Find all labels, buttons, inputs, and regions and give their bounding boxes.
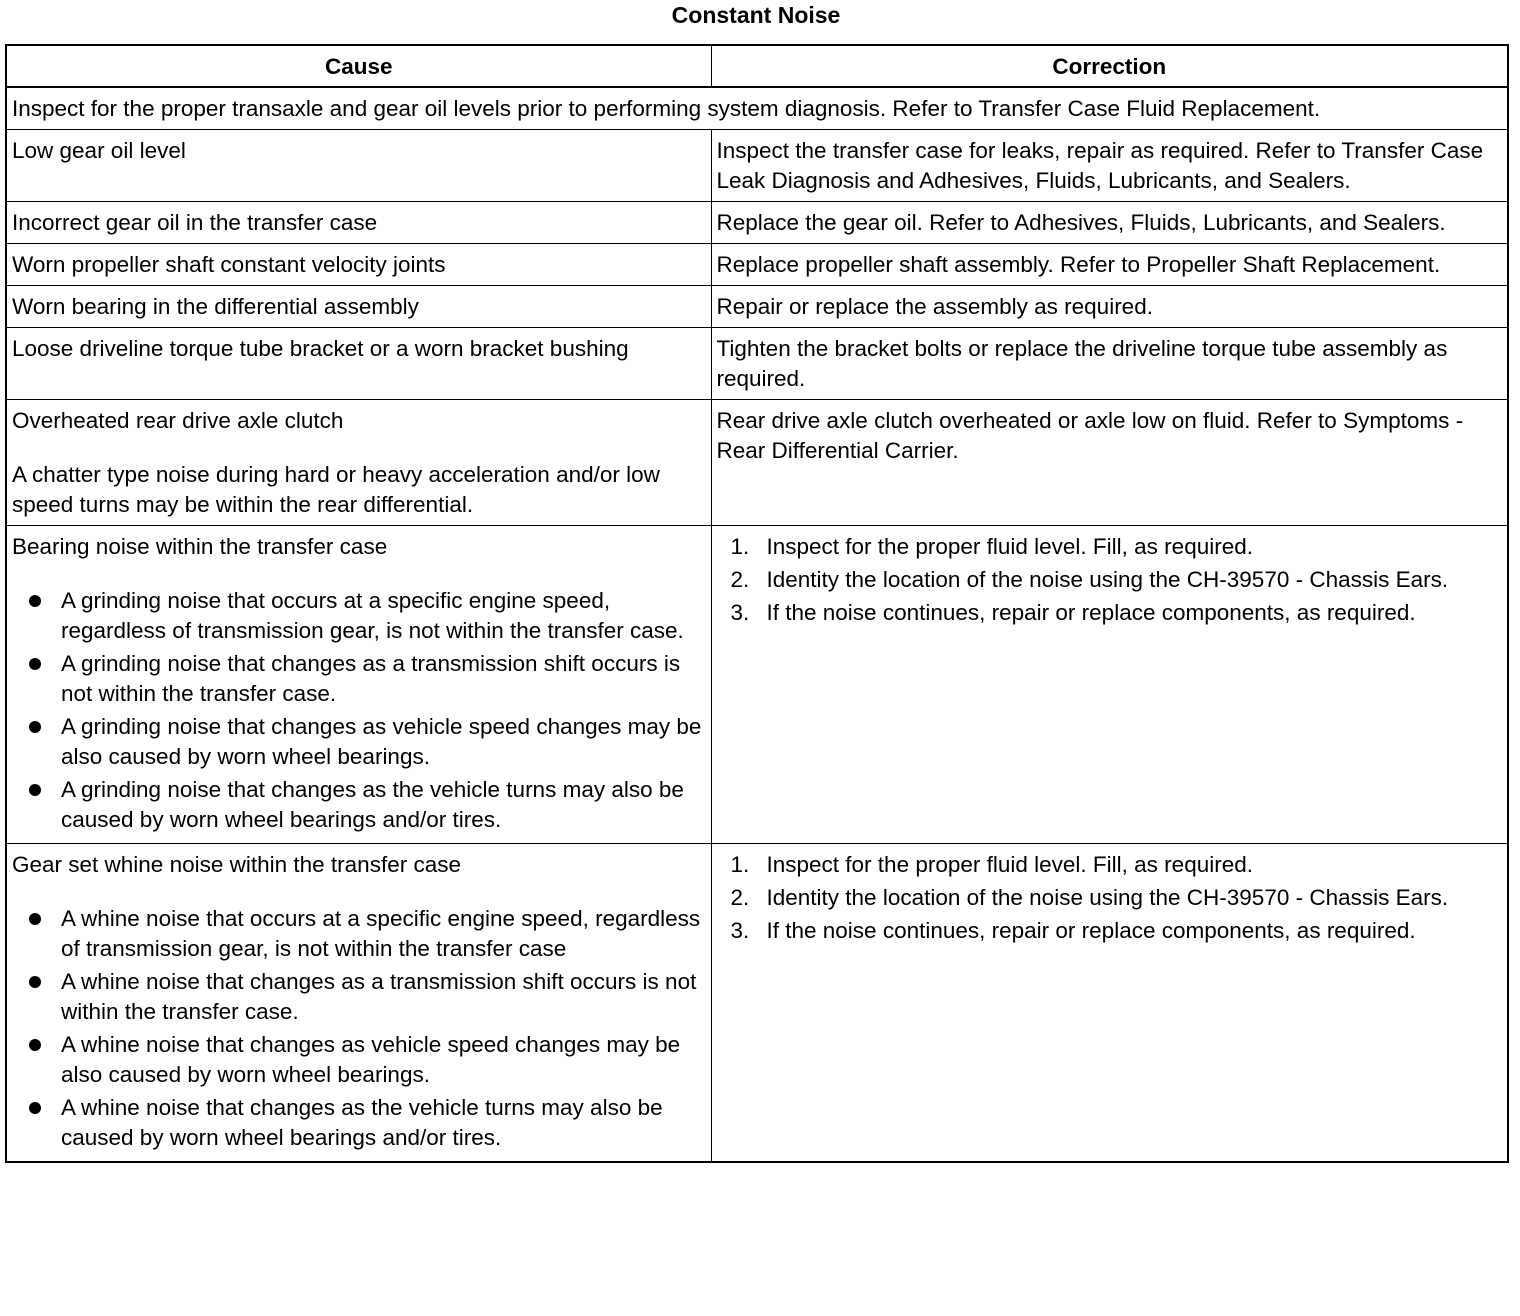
correction-column-header: Correction xyxy=(711,45,1508,87)
cause-cell: Low gear oil level xyxy=(6,130,711,202)
bullet-item: A grinding noise that changes as the vehicle turns may also be caused by worn wheel bearings and/or tires. xyxy=(61,775,707,835)
step-item xyxy=(730,883,1504,913)
cause-text: Overheated rear drive axle clutch xyxy=(12,408,344,433)
cause-cell: Incorrect gear oil in the transfer case xyxy=(6,202,711,244)
note-cell: Inspect for the proper transaxle and gear oil levels prior to performing system diagnosis. Refer to Transfer Case Fluid Replacement. xyxy=(6,87,1508,130)
bullet-item: A whine noise that changes as a transmission shift occurs is not within the transfer case. xyxy=(61,967,707,1027)
bullet-item: A whine noise that changes as the vehicle turns may also be caused by worn wheel bearings and/or tires. xyxy=(61,1093,707,1153)
table-row xyxy=(6,328,1508,400)
correction-cell: Rear drive axle clutch overheated or axle low on fluid. Refer to Symptoms - Rear Differential Carrier. xyxy=(711,400,1508,526)
correction-steps xyxy=(717,850,1504,946)
diagnosis-table xyxy=(5,44,1509,1163)
step-number: 3. xyxy=(730,600,750,625)
step-text: Identity the location of the noise using the CH-39570 - Chassis Ears. xyxy=(766,567,1449,592)
step-number: 3. xyxy=(730,918,750,943)
bullet-item: A grinding noise that changes as vehicle speed changes may be also caused by worn wheel bearings. xyxy=(61,712,707,772)
correction-cell: Repair or replace the assembly as required. xyxy=(711,286,1508,328)
table-row xyxy=(6,244,1508,286)
bullet-item: A whine noise that changes as vehicle speed changes may be also caused by worn wheel bearings. xyxy=(61,1030,707,1090)
step-number: 2. xyxy=(730,567,750,592)
cause-cell: Loose driveline torque tube bracket or a worn bracket bushing xyxy=(6,328,711,400)
table-row xyxy=(6,286,1508,328)
cause-cell xyxy=(6,400,711,526)
correction-steps xyxy=(717,532,1504,628)
correction-cell: Replace the gear oil. Refer to Adhesives, Fluids, Lubricants, and Sealers. xyxy=(711,202,1508,244)
cause-cell: Worn propeller shaft constant velocity joints xyxy=(6,244,711,286)
bullet-item: A grinding noise that changes as a transmission shift occurs is not within the transfer case. xyxy=(61,649,707,709)
step-number: 1. xyxy=(730,534,750,559)
step-text: Identity the location of the noise using the CH-39570 - Chassis Ears. xyxy=(766,885,1449,910)
step-item xyxy=(730,532,1504,562)
step-text: Inspect for the proper fluid level. Fill, as required. xyxy=(766,852,1253,877)
table-row xyxy=(6,130,1508,202)
table-row xyxy=(6,844,1508,1163)
step-number: 1. xyxy=(730,852,750,877)
step-text: Inspect for the proper fluid level. Fill, as required. xyxy=(766,534,1253,559)
table-row xyxy=(6,202,1508,244)
correction-cell: Tighten the bracket bolts or replace the driveline torque tube assembly as required. xyxy=(711,328,1508,400)
correction-cell: Inspect the transfer case for leaks, repair as required. Refer to Transfer Case Leak Diagnosis and Adhesives, Fluids, Lubricants, and Sealers. xyxy=(711,130,1508,202)
step-text: If the noise continues, repair or replace components, as required. xyxy=(766,918,1416,943)
cause-cell xyxy=(6,844,711,1163)
step-item xyxy=(730,598,1504,628)
header-row xyxy=(6,45,1508,87)
cause-column-header: Cause xyxy=(6,45,711,87)
step-item xyxy=(730,916,1504,946)
cause-text: Bearing noise within the transfer case xyxy=(12,534,388,559)
step-number: 2. xyxy=(730,885,750,910)
correction-cell xyxy=(711,844,1508,1163)
table-row xyxy=(6,400,1508,526)
step-item xyxy=(730,565,1504,595)
cause-bullet-list xyxy=(12,904,707,1153)
step-item xyxy=(730,850,1504,880)
correction-cell: Replace propeller shaft assembly. Refer to Propeller Shaft Replacement. xyxy=(711,244,1508,286)
cause-note: A chatter type noise during hard or heavy acceleration and/or low speed turns may be within the rear differential. xyxy=(12,462,660,517)
cause-cell xyxy=(6,526,711,844)
correction-cell xyxy=(711,526,1508,844)
bullet-item: A whine noise that occurs at a specific engine speed, regardless of transmission gear, is not within the transfer case xyxy=(61,904,707,964)
table-row xyxy=(6,526,1508,844)
step-text: If the noise continues, repair or replace components, as required. xyxy=(766,600,1416,625)
cause-text: Gear set whine noise within the transfer case xyxy=(12,852,461,877)
bullet-item: A grinding noise that occurs at a specific engine speed, regardless of transmission gear, is not within the transfer case. xyxy=(61,586,707,646)
cause-cell: Worn bearing in the differential assembly xyxy=(6,286,711,328)
note-row xyxy=(6,87,1508,130)
cause-bullet-list xyxy=(12,586,707,835)
page-title: Constant Noise xyxy=(671,2,841,28)
